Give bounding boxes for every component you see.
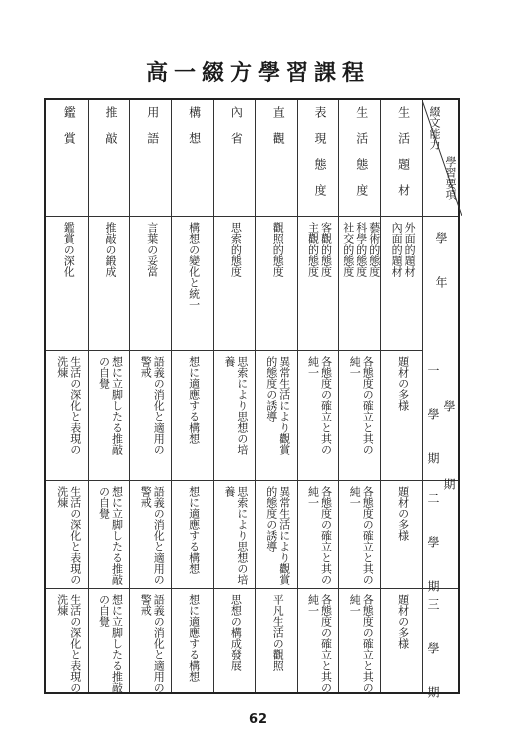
term2-cell: 各態度の確立と其の 純一 <box>306 486 333 585</box>
year-cell: 藝術的態度 科學的態度 社交的態度 <box>341 222 381 277</box>
term3-cell: 生活の深化と表現の 洗煉 <box>55 594 82 693</box>
term3-cell: 想に立脚したる推敲 の自覺 <box>97 594 124 693</box>
term3-cell: 各態度の確立と其の 純一 <box>306 594 333 693</box>
column-divider <box>255 100 256 692</box>
term2-cell: 各態度の確立と其の 純一 <box>348 486 375 585</box>
column-label: 鑑賞 <box>62 106 77 158</box>
term3-header: 三 學 期 <box>426 598 440 708</box>
term3-cell: 平凡生活の觀照 <box>271 594 285 671</box>
column-divider <box>129 100 130 692</box>
column-label: 推敲 <box>104 106 118 158</box>
column-divider <box>171 100 172 692</box>
column-divider <box>338 100 339 692</box>
term3-cell: 各態度の確立と其の 純一 <box>348 594 375 693</box>
term3-cell: 思想の構成發展 <box>229 594 243 671</box>
term2-cell: 題材の多様 <box>396 486 410 541</box>
term-group-divider <box>422 350 423 692</box>
curriculum-table <box>44 98 460 708</box>
column-divider <box>213 100 214 692</box>
row-divider-term1 <box>46 480 458 481</box>
grade-header: 學 年 <box>434 232 448 298</box>
term1-cell: 想に立脚したる推敲 の自覺 <box>97 356 124 455</box>
term2-cell: 生活の深化と表現の 洗煉 <box>55 486 82 585</box>
year-cell: 思索的態度 <box>229 222 243 277</box>
column-divider <box>297 100 298 692</box>
row-divider-term2 <box>46 588 458 589</box>
term1-cell: 異常生活により觀賞 的態度の誘導 <box>264 356 291 455</box>
term2-cell: 思索により思想の培 養 <box>222 486 249 585</box>
year-cell: 觀照的態度 <box>271 222 285 277</box>
column-label: 用語 <box>145 106 160 158</box>
term1-cell: 生活の深化と表現の 洗煉 <box>55 356 82 455</box>
column-divider <box>88 100 89 692</box>
year-cell: 客觀的態度 主觀的態度 <box>306 222 333 277</box>
term1-header: 一 學 期 <box>426 364 440 474</box>
row-divider-year <box>46 350 422 351</box>
year-cell: 推敲の鍛成 <box>104 222 117 277</box>
term3-cell: 語義の消化と適用の 警戒 <box>139 594 166 693</box>
term3-cell: 想に適應する構想 <box>187 594 201 682</box>
term1-cell: 想に適應する構想 <box>187 356 201 444</box>
term2-cell: 想に立脚したる推敲 の自覺 <box>97 486 124 585</box>
corner-label-ability: 綴文能力 <box>428 106 441 150</box>
year-cell: 構想の變化と統一 <box>187 222 201 310</box>
term2-cell: 語義の消化と適用の 警戒 <box>139 486 166 585</box>
term1-cell: 各態度の確立と其の 純一 <box>306 356 333 455</box>
column-label: 生活題材 <box>396 106 411 210</box>
page-number: 62 <box>248 712 268 727</box>
page-title: 高一綴方學習課程 <box>145 60 370 86</box>
row-divider-label <box>46 216 458 217</box>
column-label: 表現態度 <box>313 106 327 210</box>
year-cell: 外面的題材 內面的題材 <box>390 222 417 277</box>
corner-label-items: 學習要項 <box>444 156 457 200</box>
column-divider <box>380 100 381 692</box>
column-label: 內省 <box>229 106 244 158</box>
term2-header: 二 學 期 <box>426 492 440 602</box>
year-cell: 鑑賞の深化 <box>62 222 76 277</box>
term1-cell: 題材の多様 <box>396 356 410 411</box>
column-label: 構想 <box>187 106 202 158</box>
term2-cell: 想に適應する構想 <box>187 486 201 574</box>
term1-cell: 語義の消化と適用の 警戒 <box>139 356 166 455</box>
column-label: 生活態度 <box>354 106 369 210</box>
term1-cell: 思索により思想の培 養 <box>222 356 249 455</box>
term1-cell: 各態度の確立と其の 純一 <box>348 356 375 455</box>
column-label: 直觀 <box>271 106 286 158</box>
term-group-header: 學 期 <box>442 400 456 504</box>
term3-cell: 題材の多様 <box>396 594 410 649</box>
year-cell: 言葉の妥當 <box>145 222 159 277</box>
term2-cell: 異常生活により觀賞 的態度の誘導 <box>264 486 291 585</box>
